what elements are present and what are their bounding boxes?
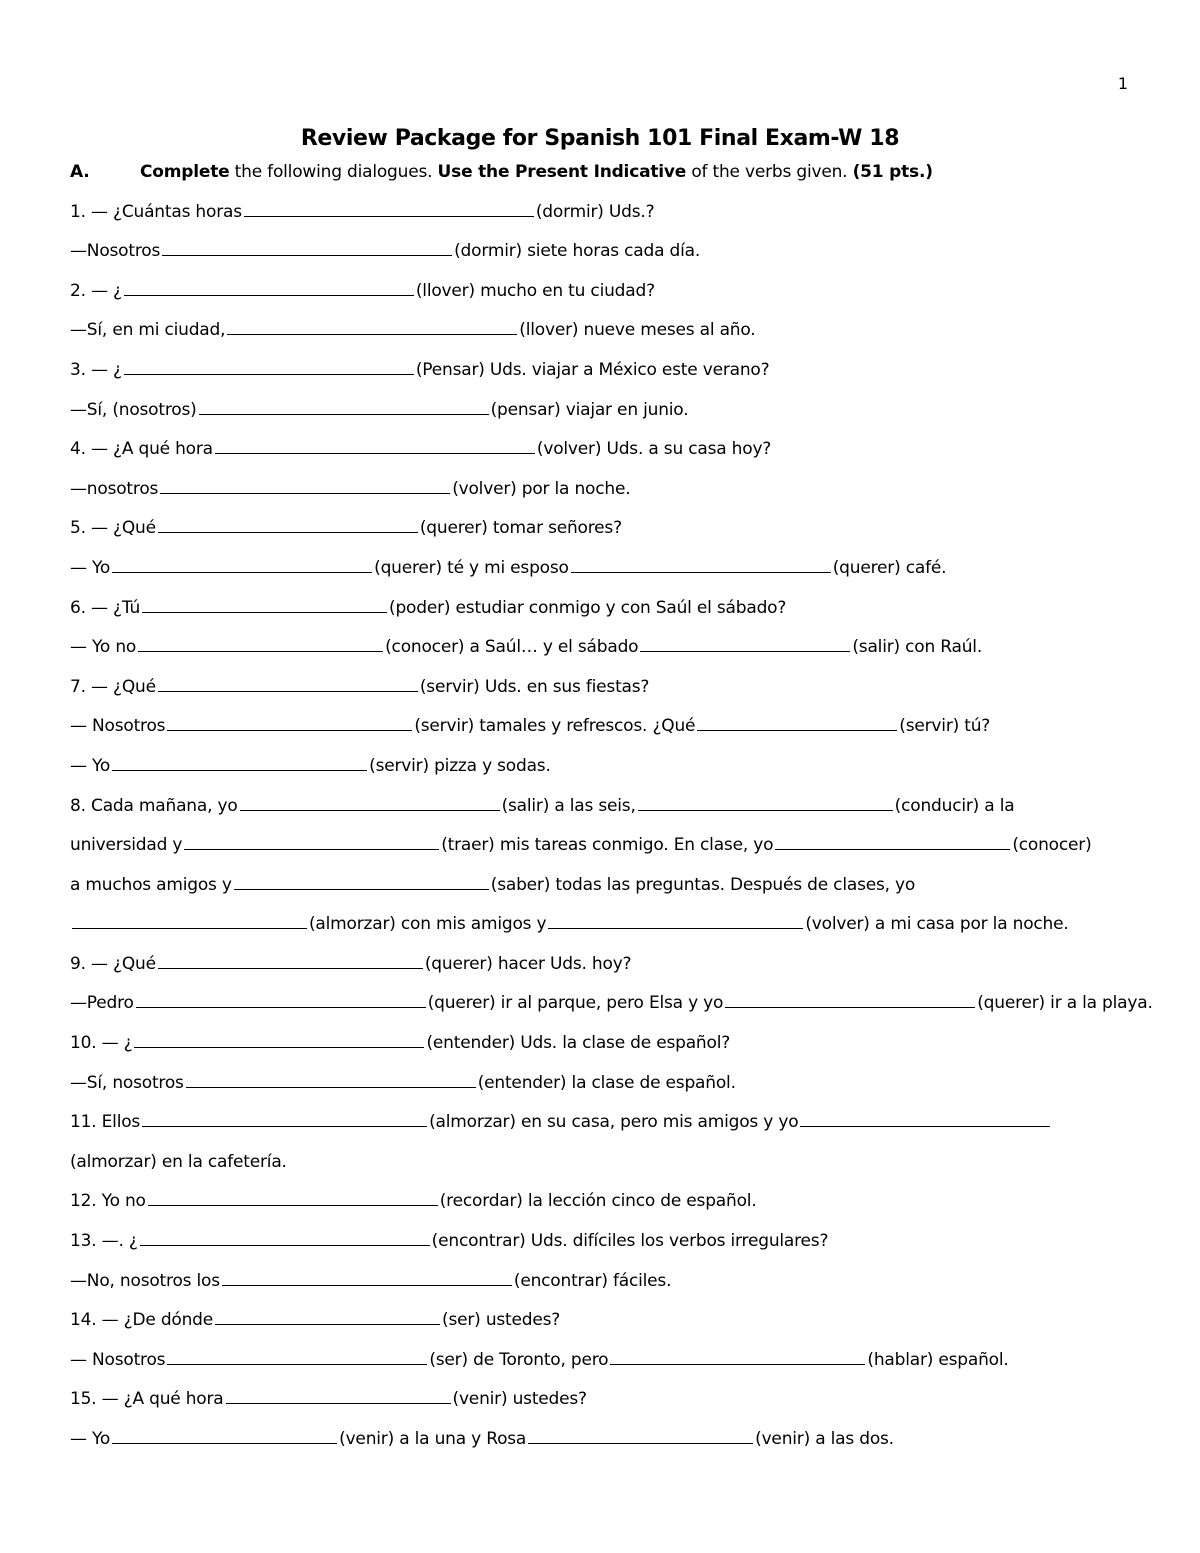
prompt-text: (salir) a las seis, <box>501 795 636 816</box>
prompt-text: (dormir) Uds.? <box>535 201 655 222</box>
prompt-text: — Yo <box>70 557 111 578</box>
answer-blank[interactable] <box>124 358 414 375</box>
prompt-text: (querer) ir al parque, pero Elsa y yo <box>427 993 724 1014</box>
exercise-line <box>70 556 1140 596</box>
prompt-text: —No, nosotros los <box>70 1270 220 1291</box>
prompt-text: (almorzar) en su casa, pero mis amigos y yo <box>429 1112 799 1133</box>
page-number: 1 <box>1117 74 1128 93</box>
prompt-text: (dormir) siete horas cada día. <box>454 241 701 262</box>
exercise-line <box>70 1071 1140 1111</box>
prompt-text: —Nosotros <box>70 241 161 262</box>
prompt-text: —Sí, nosotros <box>70 1072 184 1093</box>
answer-blank[interactable] <box>244 200 534 217</box>
answer-blank[interactable] <box>124 279 414 296</box>
answer-blank[interactable] <box>697 714 897 731</box>
prompt-text: (pensar) viajar en junio. <box>490 399 689 420</box>
prompt-text: (poder) estudiar conmigo y con Saúl el sábado? <box>389 597 787 618</box>
exercise-line <box>70 1189 1140 1229</box>
exercise-line <box>70 1110 1140 1150</box>
prompt-text: (almorzar) con mis amigos y <box>309 914 547 935</box>
prompt-text: universidad y <box>70 835 183 856</box>
answer-blank[interactable] <box>610 1348 865 1365</box>
answer-blank[interactable] <box>162 239 452 256</box>
answer-blank[interactable] <box>138 635 383 652</box>
prompt-text: (servir) tamales y refrescos. ¿Qué <box>414 716 696 737</box>
answer-blank[interactable] <box>725 991 975 1008</box>
prompt-text: (conducir) a la <box>894 795 1015 816</box>
answer-blank[interactable] <box>186 1071 476 1088</box>
prompt-text: (llover) nueve meses al año. <box>519 320 756 341</box>
prompt-text: (querer) café. <box>832 557 947 578</box>
answer-blank[interactable] <box>240 794 500 811</box>
exercise-line <box>70 1348 1140 1388</box>
exercise-line <box>70 714 1140 754</box>
prompt-text: 15. — ¿A qué hora <box>70 1389 224 1410</box>
answer-blank[interactable] <box>800 1110 1050 1127</box>
answer-blank[interactable] <box>160 477 450 494</box>
exercise-line <box>70 794 1140 834</box>
answer-blank[interactable] <box>158 952 423 969</box>
prompt-text: (encontrar) Uds. difíciles los verbos irregulares? <box>431 1231 829 1252</box>
instruction-bold-1: Complete <box>140 162 230 182</box>
answer-blank[interactable] <box>226 1387 451 1404</box>
prompt-text: — Yo no <box>70 637 137 658</box>
answer-blank[interactable] <box>167 1348 427 1365</box>
prompt-text: 11. Ellos <box>70 1112 141 1133</box>
answer-blank[interactable] <box>134 1031 424 1048</box>
exercise-container <box>70 200 1153 1467</box>
answer-blank[interactable] <box>142 596 387 613</box>
answer-blank[interactable] <box>234 873 489 890</box>
exercise-line <box>70 477 1140 517</box>
answer-blank[interactable] <box>571 556 831 573</box>
exercise-line <box>70 991 1153 1031</box>
prompt-text: (querer) tomar señores? <box>419 518 622 539</box>
answer-blank[interactable] <box>640 635 850 652</box>
prompt-text: 2. — ¿ <box>70 280 122 301</box>
exercise-line <box>70 873 1140 913</box>
answer-blank[interactable] <box>215 1308 440 1325</box>
prompt-text: (ser) de Toronto, pero <box>429 1349 609 1370</box>
prompt-text: (venir) ustedes? <box>452 1389 587 1410</box>
prompt-text: 12. Yo no <box>70 1191 146 1212</box>
answer-blank[interactable] <box>638 794 893 811</box>
prompt-text: (saber) todas las preguntas. Después de clases, yo <box>490 874 916 895</box>
exercise-line <box>70 279 1140 319</box>
prompt-text: (servir) pizza y sodas. <box>369 755 551 776</box>
prompt-text: —Sí, en mi ciudad, <box>70 320 226 341</box>
answer-blank[interactable] <box>148 1189 438 1206</box>
section-letter: A. <box>70 162 90 182</box>
prompt-text: — Yo <box>70 755 111 776</box>
prompt-text: 6. — ¿Tú <box>70 597 141 618</box>
exercise-line <box>70 952 1140 992</box>
exercise-line <box>70 200 1140 240</box>
exercise-line <box>70 437 1140 477</box>
exercise-line <box>70 596 1140 636</box>
answer-blank[interactable] <box>158 675 418 692</box>
answer-blank[interactable] <box>227 318 517 335</box>
answer-blank[interactable] <box>112 1427 337 1444</box>
answer-blank[interactable] <box>184 833 439 850</box>
prompt-text: (ser) ustedes? <box>442 1310 561 1331</box>
answer-blank[interactable] <box>215 437 535 454</box>
prompt-text: (salir) con Raúl. <box>852 637 983 658</box>
prompt-text: 10. — ¿ <box>70 1033 133 1054</box>
prompt-text: (entender) Uds. la clase de español? <box>426 1033 731 1054</box>
answer-blank[interactable] <box>528 1427 753 1444</box>
prompt-text: —Pedro <box>70 993 134 1014</box>
exercise-line <box>70 1229 1140 1269</box>
prompt-text: (conocer) a Saúl… y el sábado <box>385 637 639 658</box>
exercise-line <box>70 912 1140 952</box>
exercise-line <box>70 1387 1140 1427</box>
prompt-text: (venir) a la una y Rosa <box>339 1429 527 1449</box>
prompt-text: (entender) la clase de español. <box>477 1072 736 1093</box>
prompt-text: (servir) Uds. en sus fiestas? <box>419 676 650 697</box>
exercise-line <box>70 1269 1140 1309</box>
prompt-text: —nosotros <box>70 478 159 499</box>
instruction-bold-2: Use the Present Indicative <box>437 162 687 182</box>
prompt-text: (querer) ir a la playa. <box>977 993 1153 1014</box>
prompt-text: — Nosotros <box>70 1349 166 1370</box>
prompt-text: 7. — ¿Qué <box>70 676 156 697</box>
prompt-text: (traer) mis tareas conmigo. En clase, yo <box>441 835 774 856</box>
answer-blank[interactable] <box>136 991 426 1008</box>
prompt-text: (conocer) <box>1012 835 1092 856</box>
exercise-line <box>70 358 1140 398</box>
prompt-text: 8. Cada mañana, yo <box>70 795 238 816</box>
answer-blank[interactable] <box>775 833 1010 850</box>
prompt-text: (Pensar) Uds. viajar a México este verano? <box>415 359 770 380</box>
prompt-text: (llover) mucho en tu ciudad? <box>415 280 655 301</box>
prompt-text: 13. —. ¿ <box>70 1231 138 1252</box>
answer-blank[interactable] <box>167 714 412 731</box>
exercise-line <box>70 398 1140 438</box>
prompt-text: 3. — ¿ <box>70 359 122 380</box>
prompt-text: — Nosotros <box>70 716 166 737</box>
exercise-line <box>70 635 1140 675</box>
answer-blank[interactable] <box>112 754 367 771</box>
section-instructions <box>70 160 1140 200</box>
answer-blank[interactable] <box>222 1269 512 1286</box>
prompt-text: (querer) té y mi esposo <box>374 557 569 578</box>
prompt-text: (volver) por la noche. <box>452 478 631 499</box>
prompt-text: (servir) tú? <box>899 716 991 737</box>
exercise-line <box>70 1150 1140 1190</box>
exercise-line <box>70 1031 1140 1071</box>
prompt-text: (recordar) la lección cinco de español. <box>439 1191 757 1212</box>
prompt-text: (querer) hacer Uds. hoy? <box>424 953 632 974</box>
prompt-text: (venir) a las dos. <box>755 1429 894 1449</box>
instruction-points: (51 pts.) <box>852 162 933 182</box>
prompt-text: 5. — ¿Qué <box>70 518 156 539</box>
prompt-text: —Sí, (nosotros) <box>70 399 197 420</box>
answer-blank[interactable] <box>548 912 803 929</box>
answer-blank[interactable] <box>112 556 372 573</box>
instruction-text-1: the following dialogues. <box>229 162 438 182</box>
exercise-line <box>70 239 1140 279</box>
document-title: Review Package for Spanish 101 Final Exam-W 18 <box>300 126 900 151</box>
exercise-line <box>70 1427 1140 1467</box>
prompt-text: (volver) Uds. a su casa hoy? <box>536 439 772 460</box>
answer-blank[interactable] <box>72 912 307 929</box>
exercise-line <box>70 833 1140 873</box>
prompt-text: (hablar) español. <box>867 1349 1009 1370</box>
prompt-text: 4. — ¿A qué hora <box>70 439 213 460</box>
prompt-text: a muchos amigos y <box>70 874 232 895</box>
prompt-text: 14. — ¿De dónde <box>70 1310 214 1331</box>
answer-blank[interactable] <box>140 1229 430 1246</box>
answer-blank[interactable] <box>158 516 418 533</box>
prompt-text: (volver) a mi casa por la noche. <box>805 914 1069 935</box>
exercise-line <box>70 754 1140 794</box>
exercise-line <box>70 1308 1140 1348</box>
prompt-text: (encontrar) fáciles. <box>513 1270 672 1291</box>
instruction-text-2: of the verbs given. <box>686 162 853 182</box>
prompt-text: 9. — ¿Qué <box>70 953 156 974</box>
exercise-lines <box>70 160 1153 1467</box>
exercise-line <box>70 318 1140 358</box>
prompt-text: — Yo <box>70 1429 111 1449</box>
exercise-line <box>70 516 1140 556</box>
prompt-text: (almorzar) en la cafetería. <box>70 1151 287 1172</box>
answer-blank[interactable] <box>142 1110 427 1127</box>
answer-blank[interactable] <box>199 398 489 415</box>
exercise-line <box>70 675 1140 715</box>
prompt-text: 1. — ¿Cuántas horas <box>70 201 242 222</box>
